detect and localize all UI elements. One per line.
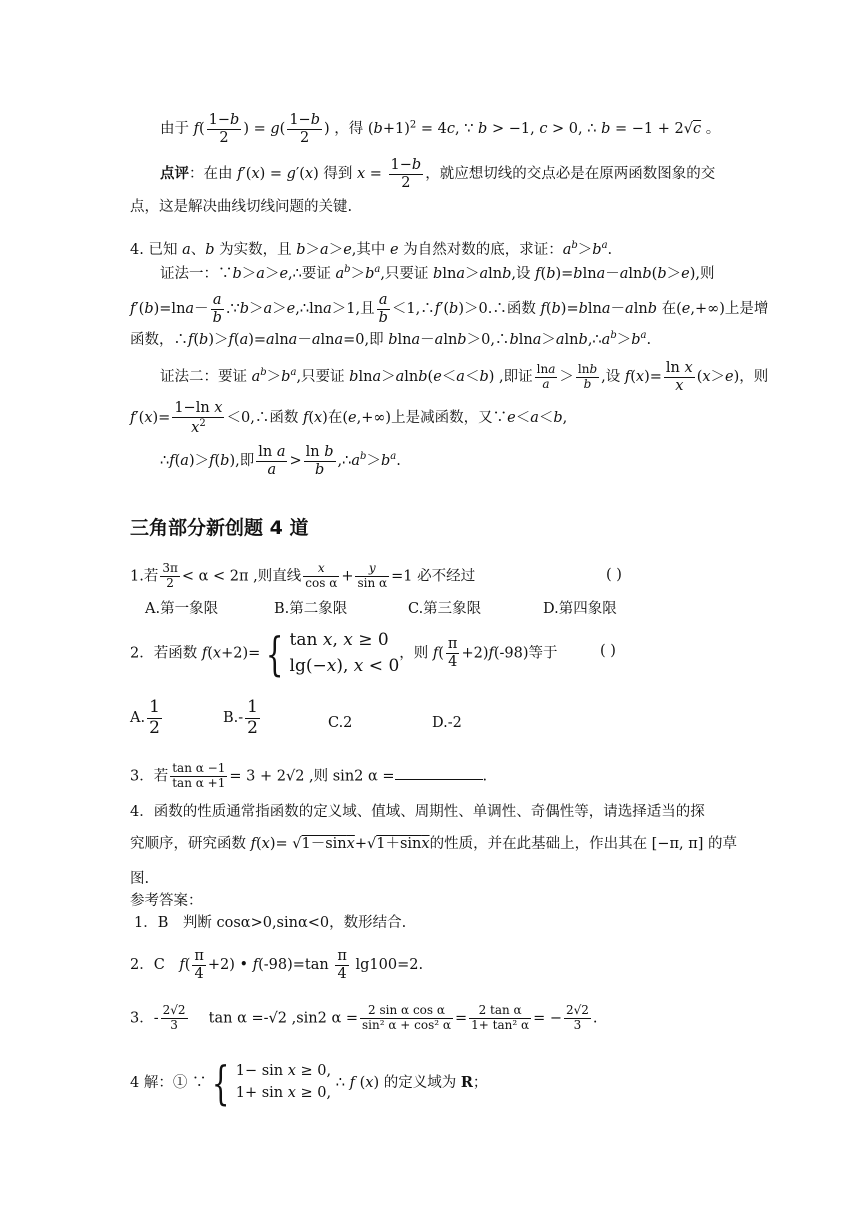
- answers-title: 参考答案：: [130, 893, 203, 909]
- proof2-line1: 证法二：要证 $a^b>b^a$,只要证 blna＞alnb(e＜a＜b) ,即证 $\frac{\ln a}{a}$ ＞ $\frac{\ln b}{b}$ ,设 f(x)= $\frac{\text{ln x}}{x}$ (x＞e)，则: [160, 360, 769, 394]
- question-1-paren: ( ): [606, 567, 622, 583]
- answer-1: 1．B 判断 cosα>0,sinα<0，数形结合.: [134, 915, 407, 931]
- answer-3: 3．- $\frac{2√2}{3}$ tan α =-√2 ,sin2 α = $\frac{\text{2 sin α cos α}}{\text{sin² α + cos² α}}$ = $\frac{\text{2 tan α}}{\text{1+ tan² α}}$ = − $\frac{2√2}{3}$ .: [130, 1003, 598, 1032]
- q2-option-d: D.-2: [432, 715, 462, 731]
- problem4-statement: 4. 已知 a、b 为实数，且 b＞a＞e,其中 e 为自然对数的底，求证：$a^b>b^a$.: [130, 240, 613, 258]
- question-1: 1.若 $\frac{3\pi}{2}$ < α < 2π ,则直线 $\frac{x}{\text{cos α}}$ + $\frac{y}{\text{sin α}}$ =1 必不经过: [130, 561, 476, 590]
- q2-option-a: A. $\frac{1}{2}$: [130, 697, 160, 738]
- q1-option-b: B.第二象限: [274, 601, 348, 617]
- proof1-line1: 证法一：∵b＞a＞e,∴要证 $a^b>b^a$,只要证 blna＞alnb,设 f(b)=blna－alnb(b＞e),则: [160, 264, 715, 282]
- comment-continuation: 点，这是解决曲线切线问题的关键.: [130, 199, 353, 215]
- proof2-line2: f′(x)= $\frac{\text{1−ln x}}{x^2}$ ＜0,∴函数 f(x)在(e,+∞)上是减函数，又∵e＜a＜b,: [130, 400, 568, 436]
- question-2: 2．若函数 f(x+2)= { tan x, x ≥ 0 lg(−x), x < 0 ，则 f( $\frac{\pi}{4}$ +2)f(-98)等于: [130, 626, 558, 681]
- q2-option-b: B.- $\frac{1}{2}$: [223, 697, 258, 738]
- proof2-line3: ∴f(a)＞f(b),即 $\frac{\text{ln a}}{a}$ > $\frac{\text{ln b}}{b}$ $,\therefore a^b>b^a$.: [160, 444, 401, 478]
- question-3: 3．若 $\frac{\text{tan α −1}}{\text{tan α +1}}$ = 3 + 2√2 ,则 sin2 α = .: [130, 761, 488, 790]
- proof1-line2: f′(b)=lna－ $\frac{a}{b}$ .∵b＞a＞e,∴lna＞1,且 $\frac{a}{b}$ ＜1,∴f′(b)＞0.∴函数 f(b)=blna－alnb 在(e,+∞)上是增: [130, 292, 769, 326]
- section-title: 三角部分新创题 4 道: [130, 517, 309, 539]
- question-4-line2: 究顺序，研究函数 f(x)= √1－sinx+√1＋sinx的性质，并在此基础上，作出其在 [−π, π] 的草: [130, 836, 738, 852]
- comment-label: 点评: [160, 165, 189, 183]
- proof1-line3: 函数，∴f(b)＞f(a)=alna－alna=0,即 $blna-alnb>0,\therefore blna>alnb,\therefore a^b>b^a$.: [130, 330, 652, 348]
- question-4-line3: 图.: [130, 871, 150, 887]
- answer-4: 4 解：① ∵ { 1− sin x ≥ 0, 1+ sin x ≥ 0, ∴ f (x) 的定义域为 R；: [130, 1056, 488, 1110]
- q1-option-c: C.第三象限: [408, 601, 482, 617]
- q1-option-d: D.第四象限: [543, 601, 617, 617]
- derivation-line: 由于 f( $\frac{1-b}{2}$ ) = g( $\frac{1-b}{2}$ ) ，得 $(b+1)^2 = 4c$, ∵ b > −1, c > 0, ∴ b = −1 + 2√c 。: [160, 112, 721, 146]
- question-2-paren: ( ): [600, 643, 616, 659]
- question-4-line1: 4．函数的性质通常指函数的定义域、值域、周期性、单调性、奇偶性等，请选择适当的探: [130, 804, 705, 820]
- answer-2: 2．C f( $\frac{\pi}{4}$ +2) • f(-98)=tan $\frac{\pi}{4}$ lg100=2.: [130, 948, 424, 982]
- comment-line: 点评：在由 f′(x) = g′(x) 得到 x = $\frac{1-b}{2}$ ，就应想切线的交点必是在原两函数图象的交: [160, 157, 716, 191]
- q1-option-a: A.第一象限: [145, 601, 219, 617]
- q2-option-c: C.2: [328, 715, 353, 731]
